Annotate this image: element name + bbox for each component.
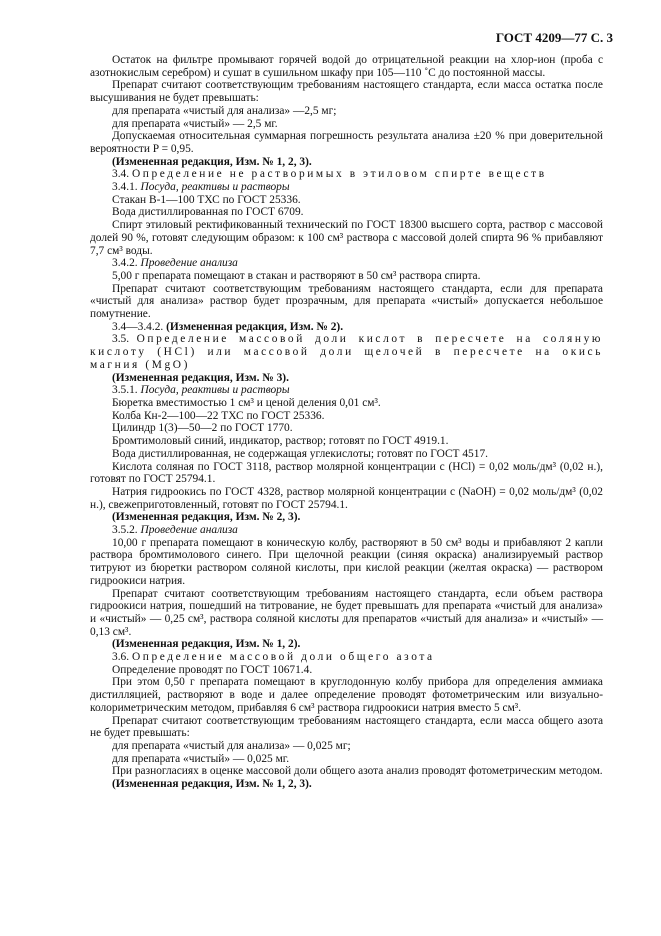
paragraph: Цилиндр 1(3)—50—2 по ГОСТ 1770. [112,422,293,435]
paragraph: Определение проводят по ГОСТ 10671.4. [112,663,313,676]
paragraph: Натрия гидроокись по ГОСТ 4328, раствор молярной концентрации c (NaOH) = 0,02 моль/дм³ (0,02 н.), свежеприготовленный, готовят по ГОСТ 25794.1. [90,485,603,511]
paragraph: При разногласиях в оценке массовой доли общего азота анализ проводят фотометрическим методом. [112,765,603,778]
amendment-note: (Измененная редакция, Изм. № 1, 2, 3). [112,155,312,168]
list-item: для препарата «чистый» — 0,025 мг. [112,752,290,765]
subsection-heading [90,384,603,397]
section-number: 3.5.1. [112,384,138,397]
paragraph: Бюретка вместимостью 1 см³ и ценой деления 0,01 см³. [112,396,381,409]
amendment-note [90,321,603,334]
paragraph: Спирт этиловый ректификованный технический по ГОСТ 18300 высшего сорта, раствор с массовой долей 90 %, готовят следующим образом: к 100 см³ раствора с массовой долей спирта 96 % прибавляют 7,7 см³ воды. [90,219,603,257]
section-number: 3.4—3.4.2. [112,320,164,333]
paragraph: Допускаемая относительная суммарная погрешность результата анализа ±20 % при доверительной вероятности P = 0,95. [90,130,603,155]
subsection-title: Проведение анализа [140,524,238,537]
section-heading [90,333,603,371]
section-number: 3.6. [112,651,130,664]
section-heading [90,168,603,181]
paragraph: 5,00 г препарата помещают в стакан и растворяют в 50 см³ раствора спирта. [112,269,481,282]
paragraph: Остаток на фильтре промывают горячей водой до отрицательной реакции на хлор-ион (проба с азотнокислым серебром) и сушат в сушильном шкафу при 105—110 ˚С до постоянной массы. [90,54,603,79]
section-title: Определение не растворимых в этиловом спирте веществ [131,168,547,181]
list-item: для препарата «чистый» — 2,5 мг. [112,117,278,130]
amendment-note: (Измененная редакция, Изм. № 3). [112,371,289,384]
subsection-heading [90,257,603,270]
subsection-title: Проведение анализа [140,257,238,270]
page-header: ГОСТ 4209—77 С. 3 [495,30,613,45]
section-number: 3.4.1. [112,181,138,194]
paragraph: Препарат считают соответствующим требованиям настоящего стандарта, если масса остатка после высушивания не будет превышать: [90,79,603,105]
paragraph: Бромтимоловый синий, индикатор, раствор; готовят по ГОСТ 4919.1. [112,435,449,448]
paragraph: Стакан В-1—100 ТХС по ГОСТ 25336. [112,193,301,206]
section-number: 3.5.2. [112,524,138,537]
section-title: Определение массовой доли общего азота [131,651,435,664]
section-number: 3.4. [112,168,130,181]
section-number: 3.4.2. [112,257,138,270]
amendment-note: (Измененная редакция, Изм. № 1, 2, 3). [112,778,312,791]
subsection-heading [90,181,603,194]
paragraph: 10,00 г препарата помещают в коническую колбу, растворяют в 50 см³ воды и прибавляют 2 капли раствора бромтимолового синего. При щелочной реакции (синяя окраска) анализируемый раствор титруют из бюретки раствором соляной кислоты, при кислой реакции (желтая окраска) — раствором гидроокиси натрия. [90,536,603,587]
subsection-title: Посуда, реактивы и растворы [140,384,290,397]
paragraph: Препарат считают соответствующим требованиям настоящего стандарта, если масса общего азота не будет превышать: [90,714,603,740]
paragraph: Препарат считают соответствующим требованиям настоящего стандарта, если для препарата «чистый для анализа» раствор будет прозрачным, для препарата «чистый» допускается небольшое помутнение. [90,282,603,321]
subsection-title: Посуда, реактивы и растворы [140,181,290,194]
section-title: Определение массовой доли кислот в пересчете на соляную кислоту (HCl) или массовой доли щелочей в пересчете на окись магния (MgO) [90,333,603,371]
paragraph: Кислота соляная по ГОСТ 3118, раствор молярной концентрации c (HCl) = 0,02 моль/дм³ (0,02 н.), готовят по ГОСТ 25794.1. [90,460,603,486]
list-item: для препарата «чистый для анализа» — 0,025 мг; [112,739,351,752]
document-body [90,54,603,791]
section-number: 3.5. [112,333,130,346]
paragraph: Препарат считают соответствующим требованиям настоящего стандарта, если объем раствора гидроокиси натрия, пошедший на титрование, не будет превышать для препарата «чистый для анализа» и «чистый» — 0,25 см³, раствора соляной кислоты для препаратов «чистый для анализа» и «чистый» — 0,13 см³. [90,587,603,638]
paragraph: При этом 0,50 г препарата помещают в круглодонную колбу прибора для определения аммиака дистилляцией, растворяют в воде и далее определение проводят фотометрическим или визуально-колориметрическим методом, прибавляя 6 см³ раствора гидроокиси натрия вместо 5 см³. [90,676,603,714]
paragraph: Колба Кн-2—100—22 ТХС по ГОСТ 25336. [112,409,325,422]
amendment-note: (Измененная редакция, Изм. № 2, 3). [112,511,301,524]
amendment-note: (Измененная редакция, Изм. № 1, 2). [112,638,301,651]
amendment-text: (Измененная редакция, Изм. № 2). [166,320,344,333]
list-item: для препарата «чистый для анализа» —2,5 мг; [112,104,337,117]
section-heading [90,651,603,664]
paragraph: Вода дистиллированная, не содержащая углекислоты; готовят по ГОСТ 4517. [112,447,488,460]
paragraph: Вода дистиллированная по ГОСТ 6709. [112,206,304,219]
subsection-heading [90,524,603,537]
